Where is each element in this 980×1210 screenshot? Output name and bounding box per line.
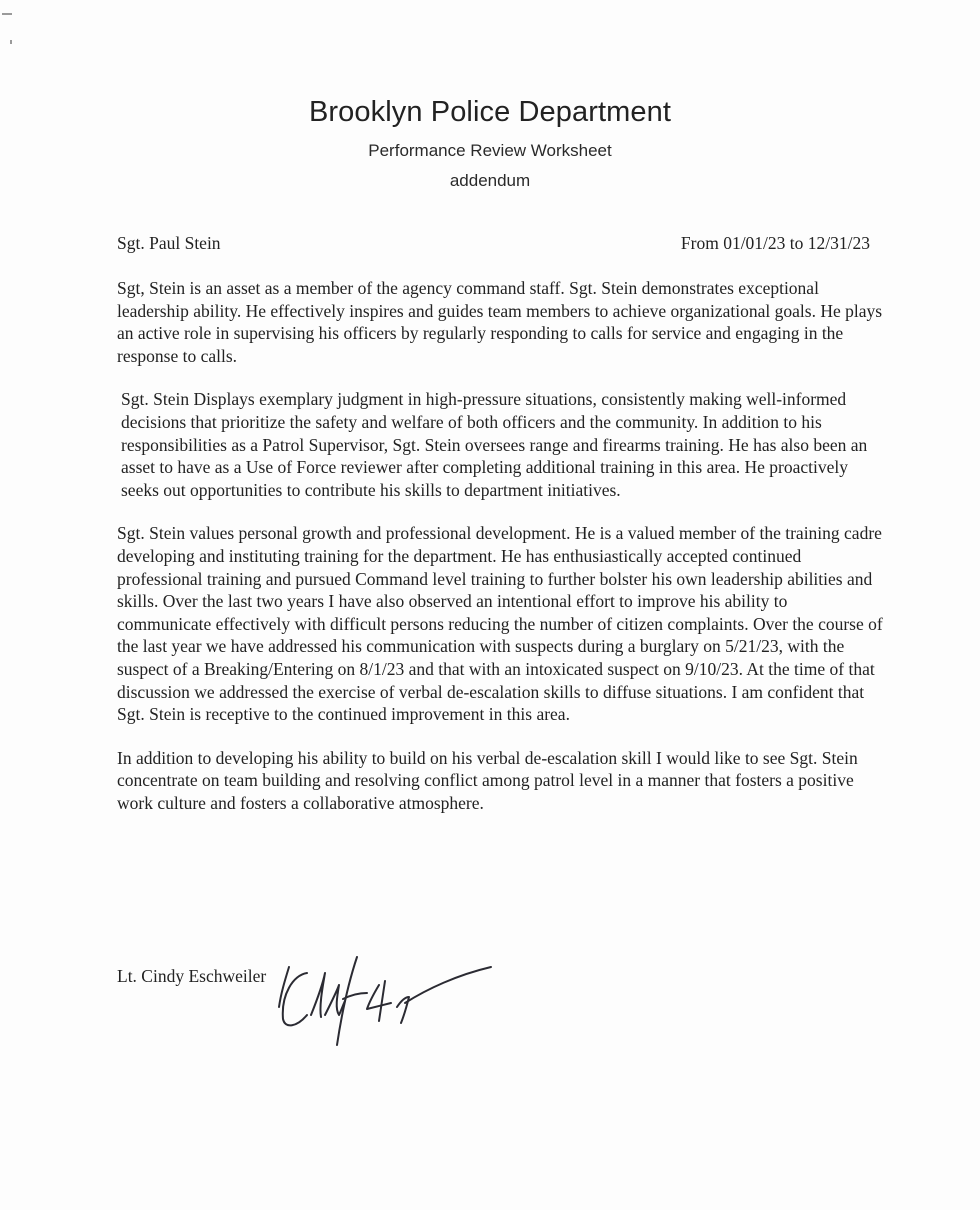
handwritten-signature: [267, 945, 507, 1050]
signature-block: [117, 965, 517, 1065]
signer-name: Lt. Cindy Eschweiler: [117, 966, 267, 986]
review-period: From 01/01/23 to 12/31/23: [680, 233, 870, 253]
employee-name: Sgt. Paul Stein: [117, 233, 221, 253]
document-header: [0, 94, 980, 192]
review-paragraph-4: In addition to developing his ability to build on his verbal de-escalation skill I would like to see Sgt. Stein concentrate on team building and resolving conflict among patrol level in a manner that fosters a positive work culture and fosters a collaborative atmosphere.: [117, 747, 858, 813]
scan-artifact: [2, 13, 12, 15]
document-subtitle: Performance Review Worksheet: [368, 141, 612, 160]
review-body: [117, 277, 885, 835]
review-paragraph-1: Sgt, Stein is an asset as a member of the agency command staff. Sgt. Stein demonstrates exceptional leadership ability. He effectively inspires and guides team members to achieve organizational goals. He plays an active role in supervising his officers by regularly responding to calls for service and engaging in the response to calls.: [117, 278, 883, 366]
review-paragraph-3: Sgt. Stein values personal growth and professional development. He is a valued member of the training cadre developing and instituting training for the department. He has enthusiastically accepted continued professional training and pursued Command level training to further bolster his own leadership abilities and skills. Over the last two years I have also observed an intentional effort to improve his ability to communicate effectively with difficult persons reducing the number of citizen complaints. Over the course of the last year we have addressed his communication with suspects during a burglary on 5/21/23, with the suspect of a Breaking/Entering on 8/1/23 and that with an intoxicated suspect on 9/10/23. At the time of that discussion we addressed the exercise of verbal de-escalation skills to diffuse situations. I am confident that Sgt. Stein is receptive to the continued improvement in this area.: [117, 523, 883, 725]
document-addendum-label: addendum: [449, 171, 531, 190]
scan-artifact: [10, 40, 12, 44]
review-paragraph-2: Sgt. Stein Displays exemplary judgment in high-pressure situations, consistently making well-informed decisions that prioritize the safety and welfare of both officers and the community. In addition to his responsibilities as a Patrol Supervisor, Sgt. Stein oversees range and firearms training. He has also been an asset to have as a Use of Force reviewer after completing additional training in this area. He proactively seeks out opportunities to contribute his skills to department initiatives.: [121, 389, 868, 500]
document-title: Brooklyn Police Department: [308, 96, 672, 128]
